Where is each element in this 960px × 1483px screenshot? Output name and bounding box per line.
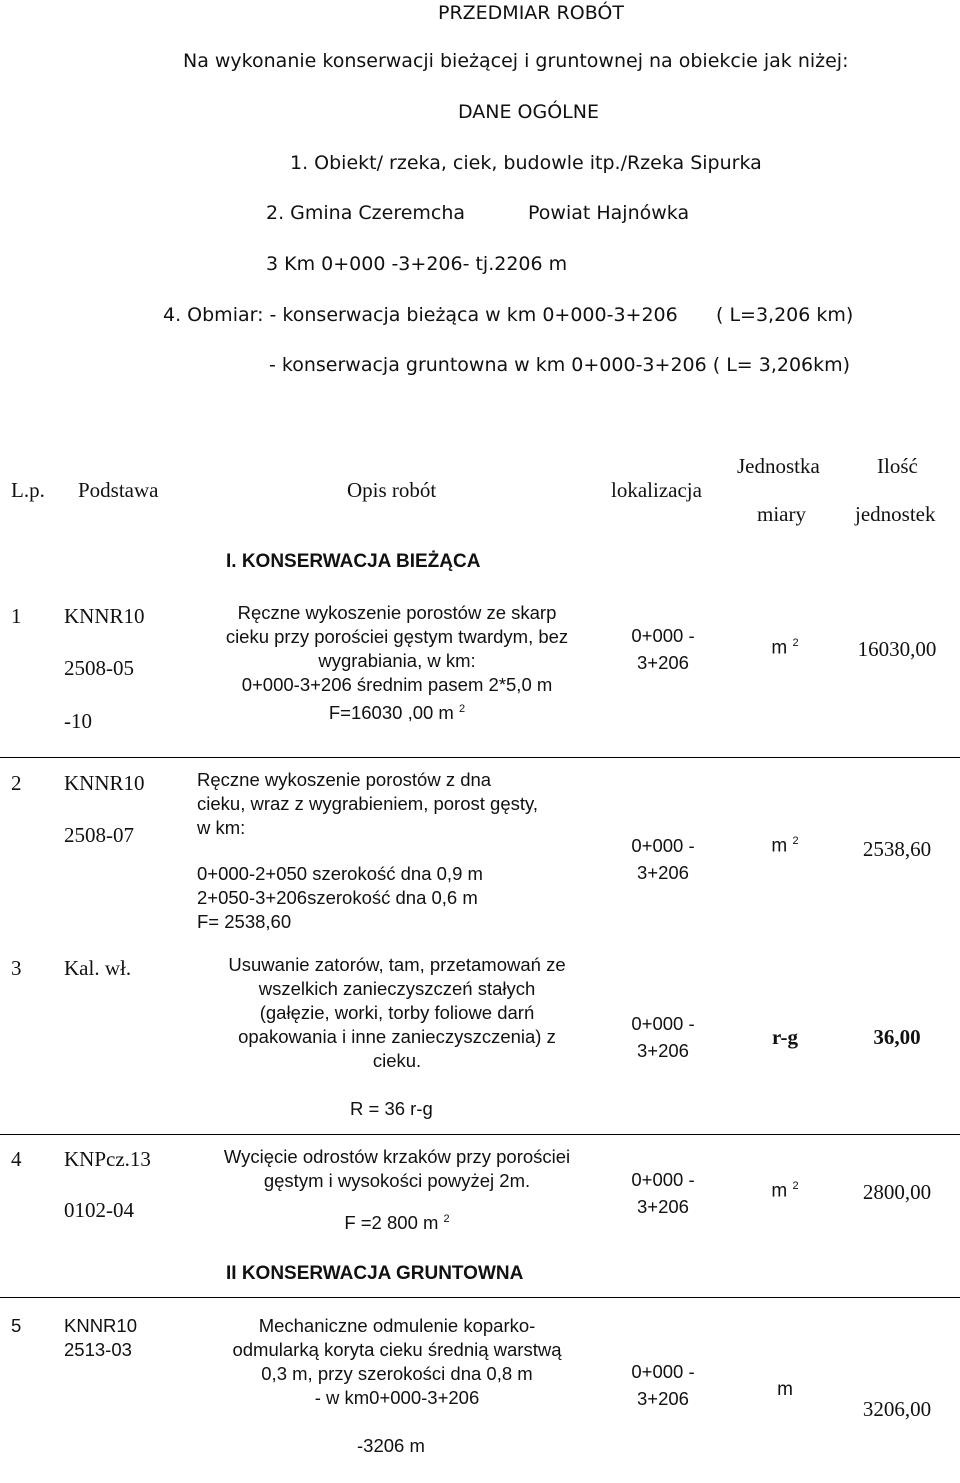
row-basis-line: Kal. wł. xyxy=(64,956,132,980)
description-line: w km: xyxy=(197,817,246,838)
row-location xyxy=(608,1358,718,1412)
location-line: 3+206 xyxy=(637,1196,689,1217)
general-item-4-gruntowna: - konserwacja gruntowna w km 0+000-3+206 ( L= 3,206km) xyxy=(269,354,851,376)
row-quantity: 2538,60 xyxy=(862,837,932,861)
superscript: 2 xyxy=(458,703,466,715)
row-location xyxy=(608,622,718,676)
description-line: opakowania i inne zanieczyszczenia) z xyxy=(238,1026,556,1047)
description-line: - w km0+000-3+206 xyxy=(314,1387,480,1408)
description-line: (gałęzie, worki, torby foliowe darń xyxy=(259,1002,535,1023)
document-title: PRZEDMIAR ROBÓT xyxy=(438,2,624,24)
row-description xyxy=(182,953,612,1073)
description-line: 0+000-2+050 szerokość dna 0,9 m xyxy=(197,863,483,884)
general-heading: DANE OGÓLNE xyxy=(458,101,599,123)
row-quantity: 36,00 xyxy=(873,1025,921,1049)
row-divider xyxy=(0,757,960,758)
row-location xyxy=(608,1166,718,1220)
row-basis-line: KNNR10 xyxy=(64,604,145,628)
location-line: 3+206 xyxy=(637,652,689,673)
row-basis-line: KNNR10 xyxy=(64,771,145,795)
row-basis-line: 0102-04 xyxy=(64,1198,134,1222)
description-line: F =2 800 m $^2$ xyxy=(344,1212,450,1234)
description-line: Ręczne wykoszenie porostów ze skarp xyxy=(237,602,557,623)
description-line: F=16030 ,00 m $^2$ xyxy=(328,702,466,724)
location-line: 3+206 xyxy=(637,1388,689,1409)
location-line: 3+206 xyxy=(637,862,689,883)
row-location xyxy=(608,1010,718,1064)
description-line: cieku, wraz z wygrabieniem, porost gęsty, xyxy=(197,793,539,814)
intro-line: Na wykonanie konserwacji bieżącej i gruntownej na obiekcie jak niżej: xyxy=(183,50,849,72)
section-konserwacja-gruntowna: II KONSERWACJA GRUNTOWNA xyxy=(226,1263,524,1284)
column-lp: L.p. xyxy=(11,478,45,502)
row-description-summary: -3206 m xyxy=(357,1435,425,1456)
row-basis-line: 2513-03 xyxy=(64,1339,132,1360)
description-line: Mechaniczne odmulenie koparko- xyxy=(258,1315,536,1336)
description-line: Ręczne wykoszenie porostów z dna xyxy=(197,769,492,790)
row-number: 4 xyxy=(11,1147,22,1171)
column-quantity-line1: Ilość xyxy=(877,454,918,478)
description-line: gęstym i wysokości powyżej 2m. xyxy=(263,1170,531,1191)
row-description xyxy=(182,1314,612,1410)
row-basis-line: KNPcz.13 xyxy=(64,1147,151,1171)
row-number: 2 xyxy=(11,771,22,795)
column-quantity-line2: jednostek xyxy=(855,502,936,526)
general-item-2-gmina: 2. Gmina Czeremcha xyxy=(266,202,466,224)
description-line: Usuwanie zatorów, tam, przetamowań ze xyxy=(228,954,566,975)
description-line: cieku przy porościei gęstym twardym, bez xyxy=(225,626,569,647)
description-line: cieku. xyxy=(372,1050,422,1071)
location-line: 0+000 - xyxy=(631,835,695,856)
location-line: 0+000 - xyxy=(631,1169,695,1190)
location-line: 3+206 xyxy=(637,1040,689,1061)
row-quantity: 3206,00 xyxy=(862,1397,932,1421)
description-line: wszelkich zanieczyszczeń stałych xyxy=(258,978,536,999)
column-description: Opis robót xyxy=(347,478,437,502)
description-line: 2+050-3+206szerokość dna 0,6 m xyxy=(197,887,478,908)
row-basis-line: KNNR10 xyxy=(64,1315,137,1336)
description-line: 0+000-3+206 średnim pasem 2*5,0 m xyxy=(241,674,553,695)
column-location: lokalizacja xyxy=(611,478,702,502)
general-item-1: 1. Obiekt/ rzeka, ciek, budowle itp./Rzeka Sipurka xyxy=(290,152,762,174)
row-description xyxy=(182,601,612,725)
row-divider xyxy=(0,1134,960,1135)
column-unit-line1: Jednostka xyxy=(737,454,820,478)
row-unit: m $^2$ xyxy=(771,1180,799,1202)
location-line: 0+000 - xyxy=(631,1013,695,1034)
row-basis-line: -10 xyxy=(64,709,92,733)
row-description-summary: R = 36 r-g xyxy=(350,1098,433,1119)
description-line: Wycięcie odrostów krzaków przy porościei xyxy=(223,1146,571,1167)
row-quantity: 16030,00 xyxy=(857,637,937,661)
description-line: odmularką koryta cieku średnią warstwą xyxy=(232,1339,562,1360)
section-konserwacja-biezaca: I. KONSERWACJA BIEŻĄCA xyxy=(226,551,481,572)
description-line: wygrabiania, w km: xyxy=(318,650,476,671)
row-unit: r-g xyxy=(771,1025,799,1049)
location-line: 0+000 - xyxy=(631,1361,695,1382)
location-line: 0+000 - xyxy=(631,625,695,646)
row-quantity: 2800,00 xyxy=(862,1180,932,1204)
row-unit: m $^2$ xyxy=(771,637,799,659)
column-basis: Podstawa xyxy=(78,478,159,502)
row-unit: m xyxy=(777,1379,793,1400)
row-divider xyxy=(0,1297,960,1298)
general-item-2-powiat: Powiat Hajnówka xyxy=(528,202,690,224)
general-item-4-length: ( L=3,206 km) xyxy=(716,304,854,326)
row-basis-line: 2508-07 xyxy=(64,823,134,847)
row-number: 5 xyxy=(11,1315,22,1336)
general-item-3: 3 Km 0+000 -3+206- tj.2206 m xyxy=(266,253,568,275)
row-number: 1 xyxy=(11,604,22,628)
description-line: F= 2538,60 xyxy=(197,911,292,932)
general-item-4: 4. Obmiar: - konserwacja bieżąca w km 0+000-3+206 xyxy=(163,304,678,326)
description-line: 0,3 m, przy szerokości dna 0,8 m xyxy=(261,1363,533,1384)
row-number: 3 xyxy=(11,956,22,980)
column-unit-line2: miary xyxy=(757,502,806,526)
row-description xyxy=(182,1145,612,1235)
row-basis-line: 2508-05 xyxy=(64,656,134,680)
row-unit: m $^2$ xyxy=(771,835,799,857)
row-description xyxy=(197,768,538,934)
row-location xyxy=(608,832,718,886)
